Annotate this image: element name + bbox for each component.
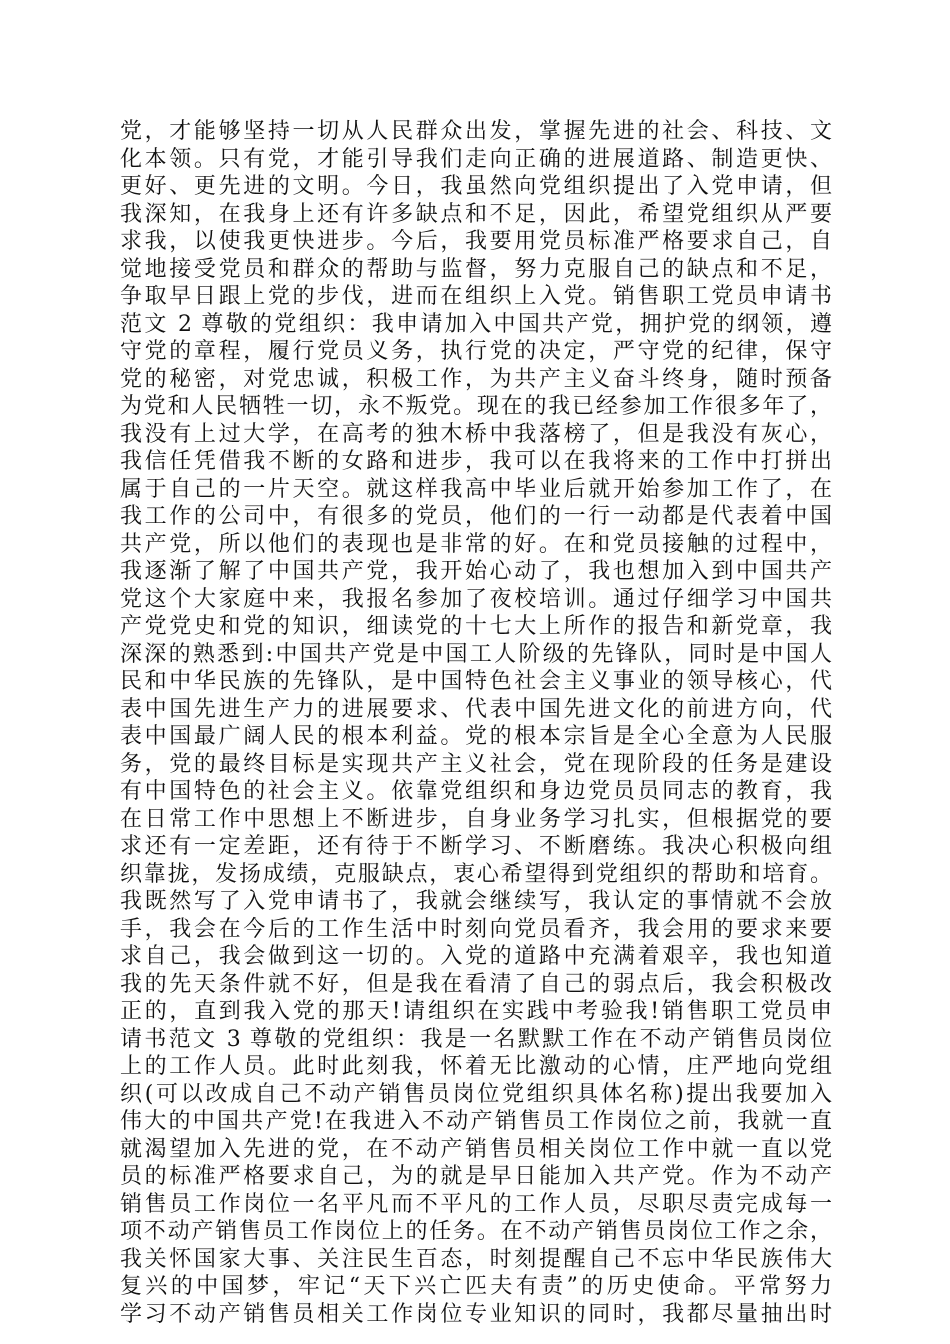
text-line: 我的先天条件就不好，但是我在看清了自己的弱点后，我会积极改	[120, 971, 832, 997]
text-line: 在日常工作中思想上不断进步，自身业务学习扎实，但根据党的要	[120, 806, 832, 832]
text-line: 请书范文 3 尊敬的党组织：我是一名默默工作在不动产销售员岗位	[120, 1026, 832, 1052]
text-line: 员的标准严格要求自己，为的就是早日能加入共产党。作为不动产	[120, 1164, 832, 1189]
text-line: 我工作的公司中，有很多的党员，他们的一行一动都是代表着中国	[120, 504, 832, 529]
text-line: 为党和人民牺牲一切，永不叛党。现在的我已经参加工作很多年了，	[120, 394, 832, 419]
text-line: 复兴的中国梦，牢记“天下兴亡匹夫有责”的历史使命。平常努力	[120, 1274, 832, 1299]
text-line: 党这个大家庭中来，我报名参加了夜校培训。通过仔细学习中国共	[120, 586, 832, 612]
text-line: 上的工作人员。此时此刻我，怀着无比激动的心情，庄严地向党组	[120, 1054, 832, 1079]
text-line: 正的，直到我入党的那天!请组织在实践中考验我!销售职工党员申	[120, 999, 832, 1024]
text-line: 范文 2 尊敬的党组织：我申请加入中国共产党，拥护党的纲领，遵	[120, 311, 832, 337]
text-line: 共产党，所以他们的表现也是非常的好。在和党员接触的过程中，	[120, 531, 832, 557]
text-line: 守党的章程，履行党员义务，执行党的决定，严守党的纪律，保守	[120, 339, 832, 364]
text-line: 我逐渐了解了中国共产党，我开始心动了，我也想加入到中国共产	[120, 559, 832, 584]
text-line: 销售员工作岗位一名平凡而不平凡的工作人员，尽职尽责完成每一	[120, 1191, 832, 1217]
text-line: 求自己，我会做到这一切的。入党的道路中充满着艰辛，我也知道	[120, 944, 832, 969]
text-line: 织(可以改成自己不动产销售员岗位党组织具体名称)提出我要加入	[120, 1081, 832, 1107]
text-line: 化本领。只有党，才能引导我们走向正确的进展道路、制造更快、	[120, 146, 832, 172]
text-line: 党的秘密，对党忠诚，积极工作，为共产主义奋斗终身，随时预备	[120, 366, 832, 392]
text-line: 我既然写了入党申请书了，我就会继续写，我认定的事情就不会放	[120, 889, 832, 914]
text-line: 我深知，在我身上还有许多缺点和不足，因此，希望党组织从严要	[120, 201, 832, 227]
text-line: 有中国特色的社会主义。依靠党组织和身边党员员同志的教育，我	[120, 779, 832, 804]
text-line: 属于自己的一片天空。就这样我高中毕业后就开始参加工作了，在	[120, 476, 832, 502]
document-body	[120, 118, 832, 1328]
text-line: 更好、更先进的文明。今日，我虽然向党组织提出了入党申请，但	[120, 174, 832, 199]
text-line: 织靠拢，发扬成绩，克服缺点，衷心希望得到党组织的帮助和培育。	[120, 861, 832, 887]
text-line: 学习不动产销售员相关工作岗位专业知识的同时，我都尽量抽出时	[120, 1301, 832, 1327]
text-line: 伟大的中国共产党!在我进入不动产销售员工作岗位之前，我就一直	[120, 1109, 832, 1134]
text-line: 就渴望加入先进的党，在不动产销售员相关岗位工作中就一直以党	[120, 1136, 832, 1162]
text-line: 争取早日跟上党的步伐，进而在组织上入党。销售职工党员申请书	[120, 284, 832, 309]
text-line: 党，才能够坚持一切从人民群众出发，掌握先进的社会、科技、文	[120, 119, 832, 144]
text-line: 表中国先进生产力的进展要求、代表中国先进文化的前进方向，代	[120, 696, 832, 722]
text-line: 民和中华民族的先锋队，是中国特色社会主义事业的领导核心，代	[120, 669, 832, 694]
text-line: 我信任凭借我不断的女路和进步，我可以在我将来的工作中打拼出	[120, 449, 832, 474]
text-line: 我关怀国家大事、关注民生百态，时刻提醒自己不忘中华民族伟大	[120, 1246, 832, 1272]
text-line: 深深的熟悉到:中国共产党是中国工人阶级的先锋队，同时是中国人	[120, 641, 832, 667]
text-line: 我没有上过大学，在高考的独木桥中我落榜了，但是我没有灰心，	[120, 421, 832, 447]
text-line: 觉地接受党员和群众的帮助与监督，努力克服自己的缺点和不足，	[120, 256, 832, 282]
text-line: 表中国最广阔人民的根本利益。党的根本宗旨是全心全意为人民服	[120, 724, 832, 749]
text-line: 求我，以使我更快进步。今后，我要用党员标准严格要求自己，自	[120, 229, 832, 254]
text-line: 手，我会在今后的工作生活中时刻向党员看齐，我会用的要求来要	[120, 916, 832, 942]
text-line: 项不动产销售员工作岗位上的任务。在不动产销售员岗位工作之余，	[120, 1219, 832, 1244]
text-line: 务，党的最终目标是实现共产主义社会，党在现阶段的任务是建设	[120, 751, 832, 777]
text-line: 产党党史和党的知识，细读党的十七大上所作的报告和新党章，我	[120, 614, 832, 639]
text-line: 求还有一定差距，还有待于不断学习、不断磨练。我决心积极向组	[120, 834, 832, 859]
